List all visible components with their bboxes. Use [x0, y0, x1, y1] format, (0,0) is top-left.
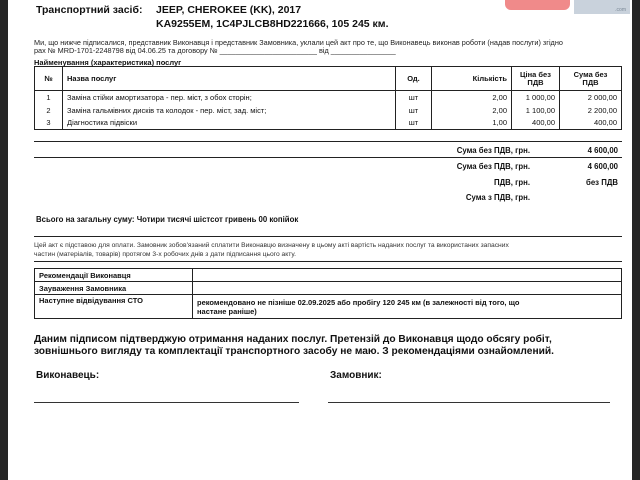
vehicle-label: Транспортний засіб: [36, 4, 143, 16]
col-name-header: Назва послуг [63, 67, 396, 91]
row-price: 400,00 [512, 117, 560, 130]
intro-text-1: Ми, що нижче підписалися, представник Виконавця і представник Замовника, уклали цей акт про те, що Виконавець виконав роботи (надав послуги) згідно [34, 38, 563, 47]
services-table [34, 66, 622, 130]
row-sum: 2 000,00 [560, 91, 622, 104]
recommendations-table [34, 268, 622, 319]
services-header-row [35, 67, 622, 91]
divider [34, 141, 622, 142]
row-qty: 2,00 [432, 91, 512, 104]
row-unit: шт [396, 104, 432, 117]
watermark-logo: .com [574, 0, 630, 14]
scan-border-right [632, 0, 640, 480]
row-name: Заміна стійки амортизатора - пер. міст, з обох сторін; [63, 91, 396, 104]
table-row [35, 104, 622, 117]
divider [34, 157, 622, 158]
customer-remarks-label: Зауваження Замовника [35, 282, 193, 295]
row-sum: 2 200,00 [560, 104, 622, 117]
customer-remarks-value [193, 282, 622, 295]
vehicle-line-2: KA9255EM, 1C4PJLCB8HD221666, 105 245 км. [156, 18, 389, 30]
services-section-label: Найменування (характеристика) послуг [34, 58, 182, 67]
row-price: 1 100,00 [512, 104, 560, 117]
row-num: 1 [35, 91, 63, 104]
col-sum-header: Сума без ПДВ [560, 67, 622, 91]
brand-logo-fragment [505, 0, 570, 10]
contractor-signature-label: Виконавець: [36, 370, 100, 381]
sum-with-vat-label: Сума з ПДВ, грн. [465, 193, 530, 202]
row-name: Діагностика підвіски [63, 117, 396, 130]
sum-no-vat-value: 4 600,00 [587, 162, 618, 171]
row-qty: 2,00 [432, 104, 512, 117]
total-in-words: Всього на загальну суму: Чотири тисячі шістсот гривень 00 копійок [36, 215, 299, 224]
contractor-recommendations-value [193, 269, 622, 282]
customer-signature-line [328, 402, 610, 403]
col-price-header: Ціна без ПДВ [512, 67, 560, 91]
confirmation-text: Даним підписом підтверджую отримання наданих послуг. Претензій до Виконавця щодо обсягу робіт, зовнішнього вигляду та комплектації транспортного засобу не маю. З рекомендаціями ознайомлений. [34, 334, 554, 357]
next-visit-value: рекомендовано не пізніше 02.09.2025 або пробігу 120 245 км (в залежності від того, що настане раніше) [193, 295, 622, 319]
col-num-header: № [35, 67, 63, 91]
next-visit-label: Наступне відвідування СТО [35, 295, 193, 319]
row-num: 2 [35, 104, 63, 117]
row-sum: 400,00 [560, 117, 622, 130]
intro-text-2: рах № MRD-1701-2248798 від 04.06.25 та договору № ________________________ від ________________ [34, 46, 396, 55]
scan-border-left [0, 0, 8, 480]
row-price: 1 000,00 [512, 91, 560, 104]
subtotal-label: Сума без ПДВ, грн. [456, 146, 530, 155]
table-row [35, 117, 622, 130]
row-num: 3 [35, 117, 63, 130]
col-qty-header: Кількість [432, 67, 512, 91]
col-unit-header: Од. [396, 67, 432, 91]
vehicle-line-1 [36, 4, 301, 16]
table-row [35, 91, 622, 104]
table-row [35, 269, 622, 282]
subtotal-value: 4 600,00 [587, 146, 618, 155]
row-unit: шт [396, 91, 432, 104]
vat-value: без ПДВ [586, 178, 618, 187]
customer-signature-label: Замовник: [330, 370, 382, 381]
sum-no-vat-label: Сума без ПДВ, грн. [456, 162, 530, 171]
payment-notice: Цей акт є підставою для оплати. Замовник зобов'язаний сплатити Виконавцю визначену в цьому акті вартість наданих послуг та використаних запасних частин (матеріалів, товарів) протягом 3-х робочих днів з дати підписання цього акту. [34, 242, 509, 258]
vat-label: ПДВ, грн. [493, 178, 530, 187]
row-name: Заміна гальмівних дисків та колодок - пер. міст, зад. міст; [63, 104, 396, 117]
row-qty: 1,00 [432, 117, 512, 130]
row-unit: шт [396, 117, 432, 130]
table-row [35, 295, 622, 319]
contractor-signature-line [34, 402, 299, 403]
divider [34, 261, 622, 262]
contractor-recommendations-label: Рекомендації Виконавця [35, 269, 193, 282]
table-row [35, 282, 622, 295]
vehicle-model: JEEP, CHEROKEE (KK), 2017 [156, 4, 302, 16]
divider [34, 236, 622, 237]
